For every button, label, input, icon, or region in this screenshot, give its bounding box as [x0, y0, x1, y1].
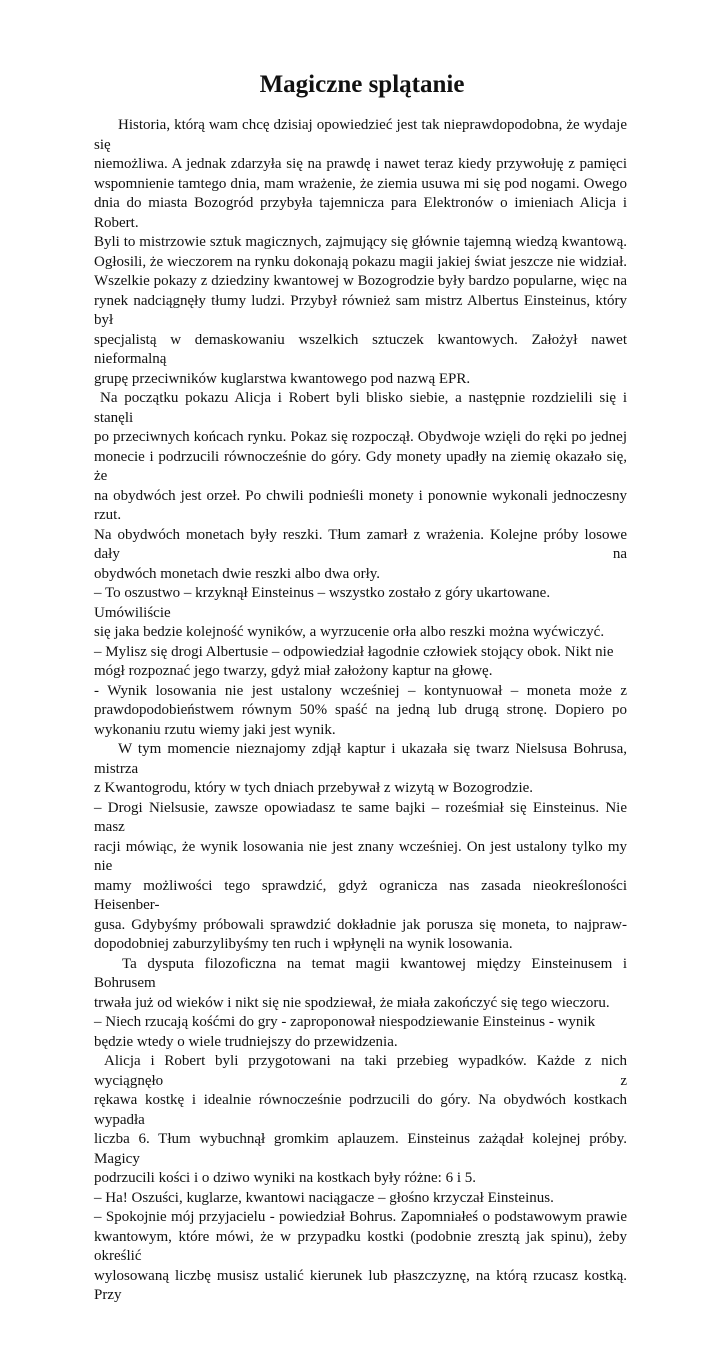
text-line: rękawa kostkę i idealnie równocześnie podrzucili do góry. Na obydwóch kostkach wypadła	[94, 1092, 627, 1128]
text-line: Ta dysputa filozoficzna na temat magii kwantowej między Einsteinusem i Bohrusem	[94, 955, 627, 991]
text-line: Na obydwóch monetach były reszki. Tłum zamarł z wrażenia. Kolejne próby losowe dały na	[94, 526, 627, 562]
text-line: – Niech rzucają kośćmi do gry - zaproponował niespodziewanie Einsteinus - wynik	[94, 1014, 596, 1030]
document-body	[94, 116, 627, 1346]
text-line: mamy możliwości tego sprawdzić, gdyż ogranicza nas zasada nieokreśloności Heisenber-	[94, 877, 627, 913]
text-line: Historia, którą wam chcę dzisiaj opowiedzieć jest tak nieprawdopodobna, że wydaje się	[94, 117, 627, 153]
text-line: wykonaniu rzutu wiemy jaki jest wynik.	[94, 721, 336, 738]
text-line: się jaka bedzie kolejność wyników, a wyrzucenie orła albo reszki można wyćwiczyć.	[94, 624, 605, 640]
text-line: – Ha! Oszuści, kuglarze, kwantowi naciągacze – głośno krzyczał Einsteinus.	[94, 1189, 554, 1206]
text-line: liczba 6. Tłum wybuchnął gromkim aplauzem. Einsteinus zażądał kolejnej próby. Magicy	[94, 1131, 627, 1167]
text-line: rynek nadciągnęły tłumy ludzi. Przybył również sam mistrz Albertus Einsteinus, który był	[94, 292, 627, 328]
text-line: niemożliwa. A jednak zdarzyła się na prawdę i nawet teraz kiedy przywołuję z pamięci	[94, 156, 627, 172]
text-line: Ogłosili, że wieczorem na rynku dokonają pokazu magii jakiej świat jeszcze nie widział.	[94, 253, 627, 270]
text-line: będzie wtedy o wiele trudniejszy do przewidzenia.	[94, 1033, 398, 1050]
text-line: – To oszustwo – krzyknął Einsteinus – wszystko zostało z góry ukartowane. Umówiliście	[94, 585, 551, 621]
text-line: specjalistą w demaskowaniu wszelkich sztuczek kwantowych. Założył nawet nieformalną	[94, 331, 627, 367]
text-line: wspomnienie tamtego dnia, mam wrażenie, że ziemia usuwa mi się pod nogami. Owego	[94, 175, 627, 192]
document-title: Magiczne splątanie	[259, 71, 465, 98]
text-line: – Spokojnie mój przyjacielu - powiedział Bohrus. Zapomniałeś o podstawowym prawie	[94, 1209, 627, 1225]
text-line: podrzucili kości i o dziwo wyniki na kostkach były różne: 6 i 5.	[94, 1170, 477, 1186]
text-line: – Drogi Nielsusie, zawsze opowiadasz te same bajki – roześmiał się Einsteinus. Nie masz	[94, 799, 627, 835]
text-line: po przeciwnych końcach rynku. Pokaz się rozpoczął. Obydwoje wzięli do ręki po jednej	[94, 429, 627, 445]
text-line: na obydwóch jest orzeł. Po chwili podnieśli monety i ponownie wykonali jednoczesny rzut.	[94, 487, 627, 523]
text-line: trwała już od wieków i nikt się nie spodziewał, że miała zakończyć się tego wieczoru.	[94, 994, 610, 1011]
text-line: gusa. Gdybyśmy próbowali sprawdzić dokładnie jak porusza się moneta, to najpraw-	[94, 916, 627, 933]
text-line: Na początku pokazu Alicja i Robert byli blisko siebie, a następnie rozdzielili się i stanęli	[94, 390, 627, 426]
text-line: dopodobniej zaburzylibyśmy ten ruch i wpłynęli na wynik losowania.	[94, 936, 513, 952]
text-line: mógł rozpoznać jego twarzy, gdyż miał założony kaptur na głowę.	[94, 663, 493, 679]
text-line: – Mylisz się drogi Albertusie – odpowiedział łagodnie człowiek stojący obok. Nikt nie	[94, 643, 614, 660]
text-line: Alicja i Robert byli przygotowani na taki przebieg wypadków. Każde z nich wyciągnęło z	[94, 1053, 627, 1089]
text-line: Wszelkie pokazy z dziedziny kwantowej w Bozogrodzie były bardzo popularne, więc na	[94, 273, 627, 289]
text-line: monecie i podrzucili równocześnie do góry. Gdy monety upadły na ziemię okazało się, że	[94, 448, 627, 484]
text-line: dnia do miasta Bozogród przybyła tajemnicza para Elektronów o imieniach Alicja i Robert.	[94, 195, 627, 231]
text-line: Byli to mistrzowie sztuk magicznych, zajmujący się głównie tajemną wiedzą kwantową.	[94, 234, 627, 250]
text-line: wylosowaną liczbę musisz ustalić kierunek lub płaszczyznę, na którą rzucasz kostką. Przy	[94, 1267, 627, 1303]
text-line: prawdopodobieństwem równym 50% spaść na jedną lub drugą stronę. Dopiero po	[94, 702, 627, 718]
text-line: z Kwantogrodu, który w tych dniach przebywał z wizytą w Bozogrodzie.	[94, 780, 534, 796]
text-line: - Wynik losowania nie jest ustalony wcześniej – kontynuował – moneta może z	[94, 682, 627, 699]
text-line: grupę przeciwników kuglarstwa kwantowego pod nazwą EPR.	[94, 370, 471, 387]
text-line: racji mówiąc, że wynik losowania nie jest znany wcześniej. On jest ustalony tylko my nie	[94, 838, 627, 874]
text-line: W tym momencie nieznajomy zdjął kaptur i ukazała się twarz Nielsusa Bohrusa, mistrza	[94, 741, 627, 777]
text-line: obydwóch monetach dwie reszki albo dwa orły.	[94, 565, 381, 582]
text-line: kwantowym, które mówi, że w przypadku kostki (podobnie zresztą jak spinu), żeby określić	[94, 1228, 627, 1264]
